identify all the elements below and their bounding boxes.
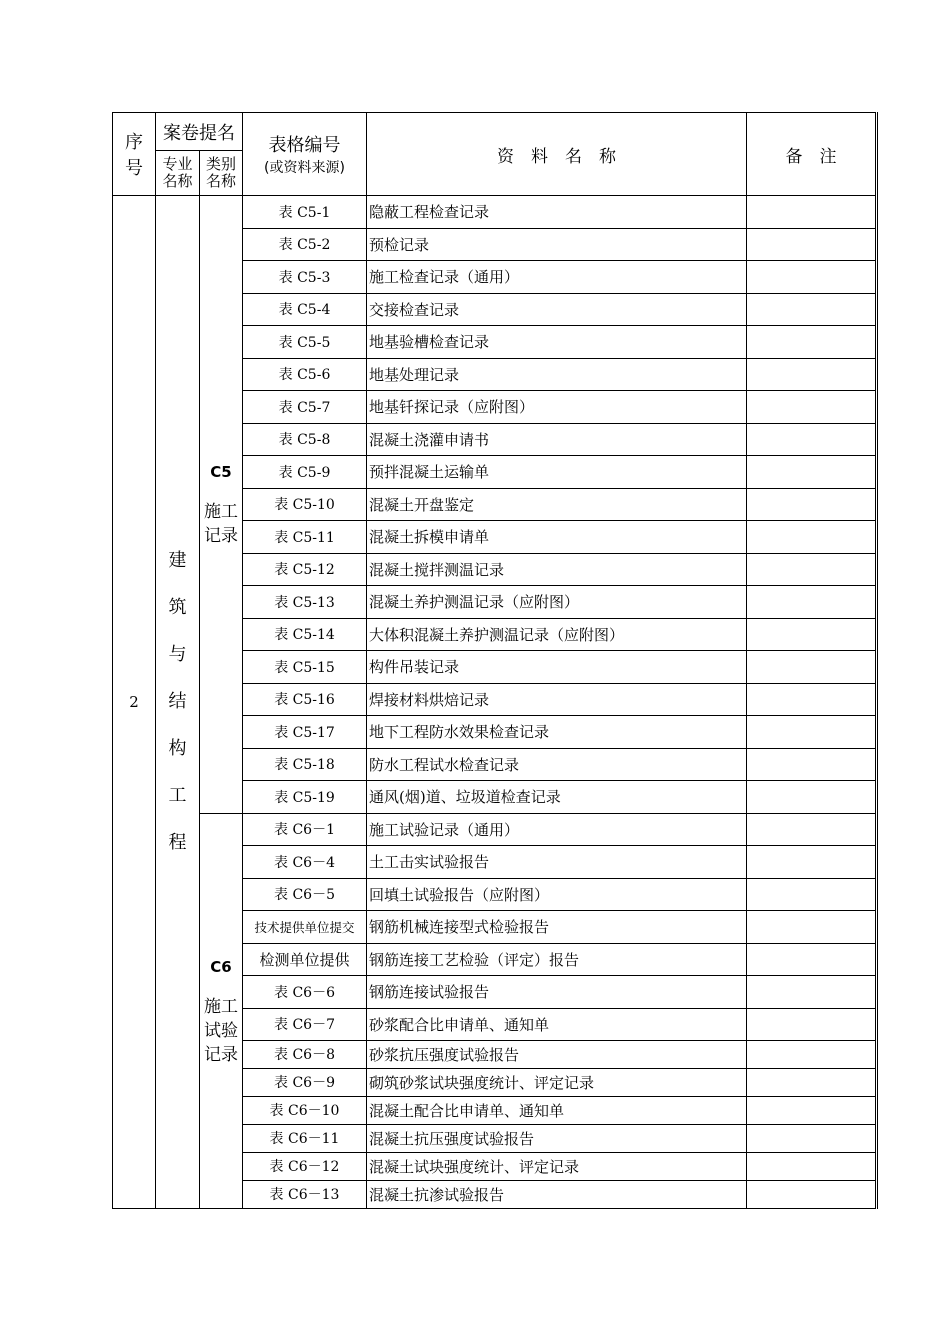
category-code: C6 xyxy=(210,957,232,976)
category-c6: C6 施工 试验 记录 xyxy=(200,813,243,1208)
form-code: 表 C5-2 xyxy=(243,228,367,261)
group-seq: 2 xyxy=(113,196,156,1209)
header-file-title: 案卷提名 xyxy=(156,113,243,151)
form-code: 表 C5-10 xyxy=(243,488,367,521)
form-code: 表 C5-3 xyxy=(243,261,367,294)
document-name: 施工检查记录（通用） xyxy=(367,261,747,294)
document-name: 回填土试验报告（应附图） xyxy=(367,878,747,911)
form-code: 表 C6－4 xyxy=(243,846,367,879)
records-table xyxy=(112,112,878,1209)
document-name: 混凝土配合比申请单、通知单 xyxy=(367,1096,747,1124)
document-name: 混凝土抗压强度试验报告 xyxy=(367,1124,747,1152)
document-name: 通风(烟)道、垃圾道检查记录 xyxy=(367,781,747,814)
form-code: 表 C5-14 xyxy=(243,618,367,651)
header-form-no xyxy=(243,113,367,196)
header-category: 类别 名称 xyxy=(200,151,243,196)
remark-cell xyxy=(747,976,877,1009)
remark-cell xyxy=(747,228,877,261)
form-code: 表 C5-7 xyxy=(243,391,367,424)
remark-cell xyxy=(747,943,877,976)
table-row xyxy=(113,813,877,846)
form-code: 表 C5-13 xyxy=(243,586,367,619)
form-code: 表 C5-1 xyxy=(243,196,367,229)
document-name: 钢筋机械连接型式检验报告 xyxy=(367,911,747,944)
form-code: 表 C5-6 xyxy=(243,358,367,391)
document-name: 混凝土拆模申请单 xyxy=(367,521,747,554)
document-name: 大体积混凝土养护测温记录（应附图） xyxy=(367,618,747,651)
remark-cell xyxy=(747,293,877,326)
form-code: 表 C5-19 xyxy=(243,781,367,814)
document-name: 预拌混凝土运输单 xyxy=(367,456,747,489)
form-code: 表 C5-8 xyxy=(243,423,367,456)
header-seq xyxy=(113,113,156,196)
form-code: 表 C6－1 xyxy=(243,813,367,846)
form-code: 检测单位提供 xyxy=(243,943,367,976)
document-name: 构件吊装记录 xyxy=(367,651,747,684)
document-name: 混凝土抗渗试验报告 xyxy=(367,1180,747,1208)
remark-cell xyxy=(747,1152,877,1180)
form-code: 表 C5-12 xyxy=(243,553,367,586)
document-name: 防水工程试水检查记录 xyxy=(367,748,747,781)
table-row xyxy=(113,196,877,229)
remark-cell xyxy=(747,846,877,879)
remark-cell xyxy=(747,326,877,359)
remark-cell xyxy=(747,553,877,586)
remark-cell xyxy=(747,456,877,489)
form-code: 表 C6－6 xyxy=(243,976,367,1009)
form-code: 表 C6－13 xyxy=(243,1180,367,1208)
document-name: 地基处理记录 xyxy=(367,358,747,391)
document-name: 砌筑砂浆试块强度统计、评定记录 xyxy=(367,1068,747,1096)
remark-cell xyxy=(747,1180,877,1208)
remark-cell xyxy=(747,1040,877,1068)
form-code: 表 C6－5 xyxy=(243,878,367,911)
document-name: 地基验槽检查记录 xyxy=(367,326,747,359)
form-code: 技术提供单位提交 xyxy=(243,911,367,944)
remark-cell xyxy=(747,1096,877,1124)
header-specialty: 专业 名称 xyxy=(156,151,200,196)
remark-cell xyxy=(747,683,877,716)
category-code: C5 xyxy=(210,463,232,482)
document-name: 预检记录 xyxy=(367,228,747,261)
remark-cell xyxy=(747,813,877,846)
remark-cell xyxy=(747,1008,877,1040)
document-name: 土工击实试验报告 xyxy=(367,846,747,879)
document-name: 钢筋连接试验报告 xyxy=(367,976,747,1009)
remark-cell xyxy=(747,878,877,911)
document-name: 混凝土开盘鉴定 xyxy=(367,488,747,521)
form-code: 表 C6－11 xyxy=(243,1124,367,1152)
form-code: 表 C5-17 xyxy=(243,716,367,749)
header-seq-text: 序 号 xyxy=(125,132,143,179)
category-c5: C5 施工 记录 xyxy=(200,196,243,814)
document-name: 混凝土浇灌申请书 xyxy=(367,423,747,456)
header-doc-name: 资 料 名 称 xyxy=(367,113,747,196)
document-name: 施工试验记录（通用） xyxy=(367,813,747,846)
header-form-no-label: 表格编号 xyxy=(268,135,341,156)
document-name: 钢筋连接工艺检验（评定）报告 xyxy=(367,943,747,976)
document-name: 混凝土试块强度统计、评定记录 xyxy=(367,1152,747,1180)
remark-cell xyxy=(747,716,877,749)
form-code: 表 C5-9 xyxy=(243,456,367,489)
remark-cell xyxy=(747,911,877,944)
remark-cell xyxy=(747,488,877,521)
remark-cell xyxy=(747,748,877,781)
document-name: 砂浆配合比申请单、通知单 xyxy=(367,1008,747,1040)
group-specialty: 建 筑 与 结 构 工 程 xyxy=(156,196,200,1209)
document-name: 隐蔽工程检查记录 xyxy=(367,196,747,229)
remark-cell xyxy=(747,358,877,391)
form-code: 表 C5-5 xyxy=(243,326,367,359)
form-code: 表 C5-4 xyxy=(243,293,367,326)
form-code: 表 C6－10 xyxy=(243,1096,367,1124)
remark-cell xyxy=(747,423,877,456)
document-name: 混凝土搅拌测温记录 xyxy=(367,553,747,586)
form-code: 表 C5-16 xyxy=(243,683,367,716)
form-code: 表 C5-15 xyxy=(243,651,367,684)
form-code: 表 C6－12 xyxy=(243,1152,367,1180)
remark-cell xyxy=(747,586,877,619)
remark-cell xyxy=(747,521,877,554)
remark-cell xyxy=(747,651,877,684)
form-code: 表 C5-18 xyxy=(243,748,367,781)
form-code: 表 C5-11 xyxy=(243,521,367,554)
document-name: 混凝土养护测温记录（应附图） xyxy=(367,586,747,619)
form-code: 表 C6－7 xyxy=(243,1008,367,1040)
document-name: 地下工程防水效果检查记录 xyxy=(367,716,747,749)
remark-cell xyxy=(747,391,877,424)
remark-cell xyxy=(747,1124,877,1152)
document-name: 交接检查记录 xyxy=(367,293,747,326)
remark-cell xyxy=(747,1068,877,1096)
form-code: 表 C6－8 xyxy=(243,1040,367,1068)
remark-cell xyxy=(747,781,877,814)
remark-cell xyxy=(747,618,877,651)
header-form-no-sub: (或资料来源) xyxy=(264,160,345,176)
document-name: 焊接材料烘焙记录 xyxy=(367,683,747,716)
document-name: 砂浆抗压强度试验报告 xyxy=(367,1040,747,1068)
remark-cell xyxy=(747,261,877,294)
form-code: 表 C6－9 xyxy=(243,1068,367,1096)
document-name: 地基钎探记录（应附图） xyxy=(367,391,747,424)
remark-cell xyxy=(747,196,877,229)
header-remark: 备 注 xyxy=(747,113,877,196)
